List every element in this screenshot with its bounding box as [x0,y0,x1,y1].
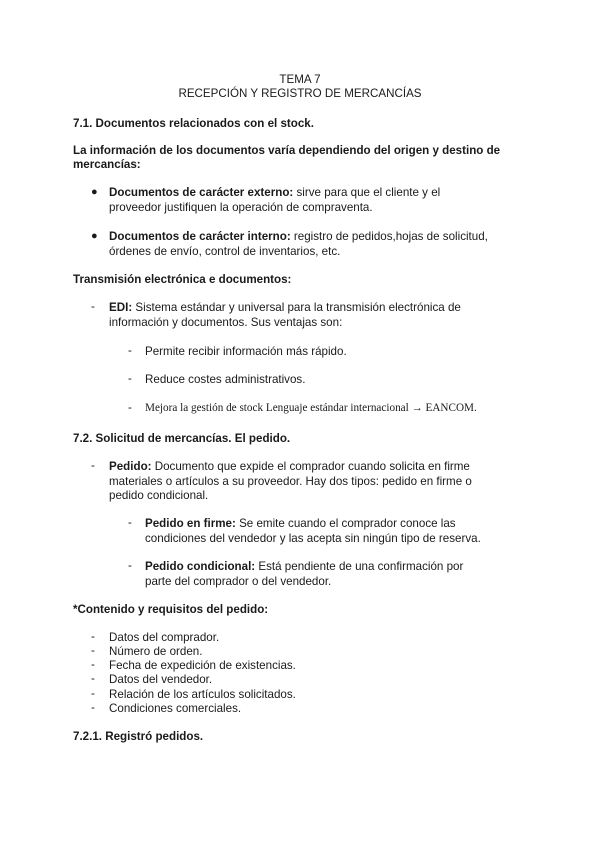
pedido-condicional-text: Está pendiente de una confirmación por [255,560,464,573]
contenido-heading: *Contenido y requisitos del pedido: [73,603,269,616]
dash-icon: - [91,300,95,313]
advantage-item: Reduce costes administrativos. [145,373,306,386]
edi-line-1 [109,300,461,315]
bullet-interno-term: Documentos de carácter interno: [109,230,291,243]
dash-icon: - [128,344,132,357]
edi-text: Sistema estándar y universal para la transmisión electrónica de [132,301,461,314]
requisito-item: Datos del comprador. [109,631,220,644]
bullet-interno-line-2: órdenes de envío, control de inventarios, etc. [109,245,341,258]
pedido-firme-line-2: condiciones del vendedor y las acepta sin ningún tipo de reserva. [145,532,481,545]
pedido-firme-term: Pedido en firme: [145,517,236,530]
section-7-1-heading: 7.1. Documentos relacionados con el stock. [73,117,314,130]
requisito-item: Número de orden. [109,645,203,658]
pedido-condicional-line-1 [145,559,463,574]
pedido-condicional-line-2: parte del comprador o del vendedor. [145,575,332,588]
advantage-item: Mejora la gestión de stock Lenguaje estándar internacional → EANCOM. [145,402,477,414]
bullet-interno-text: registro de pedidos,hojas de solicitud, [290,230,488,243]
pedido-condicional-term: Pedido condicional: [145,560,256,573]
intro-line-2: mercancías: [73,158,141,171]
requisito-item: Fecha de expedición de existencias. [109,659,296,672]
dash-icon: - [91,672,95,685]
dash-icon: - [128,559,132,572]
bullet-externo-line-1 [109,185,440,200]
dash-icon: - [91,687,95,700]
dash-icon: - [91,644,95,657]
topic-number: TEMA 7 [279,73,321,86]
pedido-line-3: pedido condicional. [109,489,209,502]
bullet-icon: ● [91,230,98,242]
bullet-externo-text: sirve para que el cliente y el [293,186,441,199]
dash-icon: - [128,372,132,385]
pedido-firme-line-1 [145,516,456,531]
edi-term: EDI: [109,301,133,314]
dash-icon: - [91,630,95,643]
bullet-externo-line-2: proveedor justifiquen la operación de compraventa. [109,201,373,214]
pedido-line-2: materiales o artículos a su proveedor. Hay dos tipos: pedido en firme o [109,475,472,488]
advantage-item: Permite recibir información más rápido. [145,345,347,358]
transmision-heading: Transmisión electrónica e documentos: [73,273,292,286]
pedido-line-1 [109,459,470,474]
requisito-item: Relación de los artículos solicitados. [109,688,296,701]
pedido-term: Pedido: [109,460,152,473]
pedido-firme-text: Se emite cuando el comprador conoce las [235,517,456,530]
dash-icon: - [91,658,95,671]
bullet-externo-term: Documentos de carácter externo: [109,186,294,199]
bullet-icon: ● [91,186,98,198]
dash-icon: - [128,401,132,414]
intro-line-1: La información de los documentos varía dependiendo del origen y destino de [73,144,501,157]
dash-icon: - [128,516,132,529]
requisito-item: Condiciones comerciales. [109,702,242,715]
page-title: RECEPCIÓN Y REGISTRO DE MERCANCÍAS [178,87,422,100]
section-7-2-heading: 7.2. Solicitud de mercancías. El pedido. [73,432,291,445]
dash-icon: - [91,459,95,472]
dash-icon: - [91,701,95,714]
edi-line-2: información y documentos. Sus ventajas son: [109,316,343,329]
section-7-2-1-heading: 7.2.1. Registró pedidos. [73,730,204,743]
bullet-interno-line-1 [109,229,488,244]
requisito-item: Datos del vendedor. [109,673,213,686]
pedido-text: Documento que expide el comprador cuando solicita en firme [151,460,470,473]
